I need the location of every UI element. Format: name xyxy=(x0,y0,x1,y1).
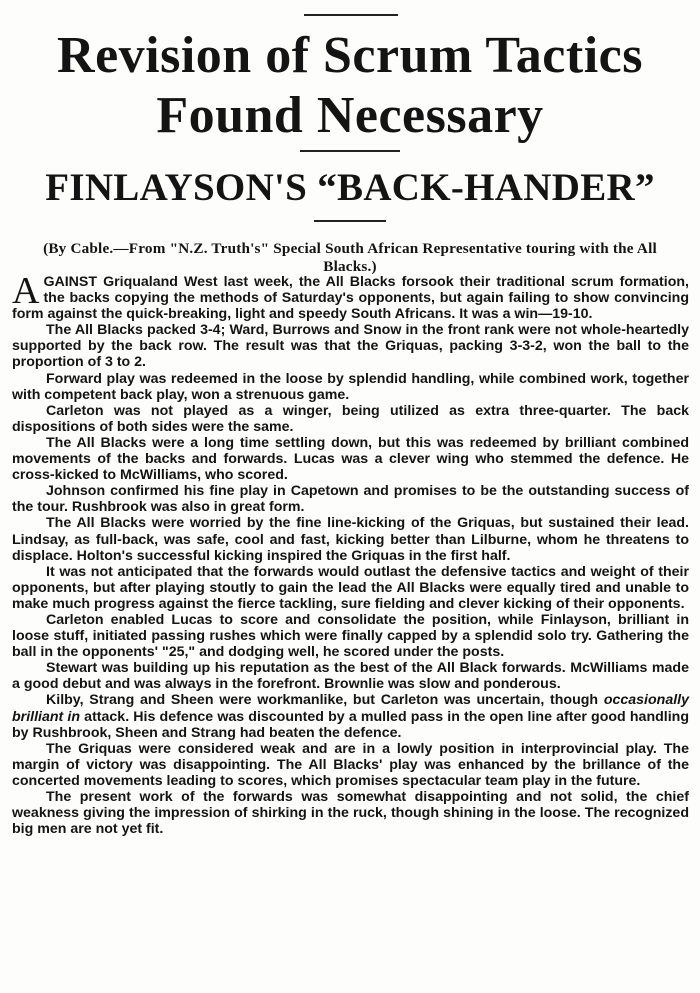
paragraph-6: Johnson confirmed his fine play in Capetown and promises to be the outstanding success of the tour. Rushbrook was also in great form. xyxy=(12,483,689,516)
paragraph-1-text: GAINST Griqualand West last week, the All Blacks forsook their traditional scrum formation, the backs copying the methods of Saturday's opponents, but again failing to show convincing form against the quick-breaking, light and speedy South Africans. It was a win—19-10. xyxy=(12,274,689,323)
top-rule xyxy=(304,14,398,16)
paragraph-11 xyxy=(12,692,689,740)
byline: (By Cable.—From "N.Z. Truth's" Special South African Representative touring with the All Blacks.) xyxy=(43,240,657,275)
paragraph-11-italic: occasionally brilliant in xyxy=(12,692,689,725)
paragraph-3: Forward play was redeemed in the loose by splendid handling, while combined work, together with competent back play, won a strenuous game. xyxy=(12,370,689,403)
paragraph-10: Stewart was building up his reputation as the best of the All Black forwards. McWilliams made a good debut and was always in the forefront. Brownlie was slow and ponderous. xyxy=(12,660,689,693)
paragraph-13: The present work of the forwards was somewhat disappointing and not solid, the chief weakness giving the impression of shirking in the ruck, though shining in the loose. The recognized big men are not yet fit. xyxy=(12,789,689,838)
headline-line-2: Found Necessary xyxy=(156,87,544,144)
paragraph-8: It was not anticipated that the forwards would outlast the defensive tactics and weight of their opponents, but after playing stoutly to gain the lead the All Blacks were equally tired and unable to make much progress against the fierce tackling, sure fielding and clever kicking of their opponents. xyxy=(12,563,689,612)
paragraph-2: The All Blacks packed 3-4; Ward, Burrows and Snow in the front rank were not whole-heartedly supported by the back row. The result was that the Griquas, packing 3-3-2, won the ball to the proportion of 3 to 2. xyxy=(12,322,689,371)
paragraph-5: The All Blacks were a long time settling down, but this was redeemed by brilliant combined movements of the backs and forwards. Lucas was a clever wing who stemmed the defence. He cross-kicked to McWilliams, who scored. xyxy=(12,434,689,484)
paragraph-7: The All Blacks were worried by the fine line-kicking of the Griquas, but sustained their lead. Lindsay, as full-back, was safe, cool and fast, kicking better than Lilburne, whom he threatens to displace. Holton's successful kicking inspired the Griquas in the first half. xyxy=(12,515,689,564)
paragraph-12: The Griquas were considered weak and are in a lowly position in interprovincial play. The margin of victory was disappointing. The All Blacks' play was enhanced by the brillance of the concerted movements leading to scores, which promises spectacular team play in the future. xyxy=(12,740,689,789)
paragraph-11-text-a: Kilby, Strang and Sheen were workmanlike, but Carleton was uncertain, though xyxy=(46,692,604,709)
paragraph-11-text-b: attack. His defence was discounted by a mulled pass in the open line after good handling by Rushbrook, Sheen and Strang had beaten the defence. xyxy=(12,708,689,741)
paragraph-1 xyxy=(12,270,689,323)
headline-divider xyxy=(300,150,400,152)
drop-cap: A xyxy=(12,270,40,312)
article-body xyxy=(12,270,689,838)
paragraph-4: Carleton was not played as a winger, being utilized as extra three-quarter. The back dispositions of both sides were the same. xyxy=(12,402,689,435)
paragraph-9: Carleton enabled Lucas to score and consolidate the position, while Finlayson, brilliant in loose stuff, initiated passing rushes which were finally capped by a splendid solo try. Gathering the ball in the opponents' "25," and dodging well, he scored under the posts. xyxy=(12,611,689,661)
subheadline: FINLAYSON'S “BACK-HANDER” xyxy=(45,166,655,209)
subhead-divider xyxy=(314,220,386,222)
headline-line-1: Revision of Scrum Tactics xyxy=(57,27,643,84)
